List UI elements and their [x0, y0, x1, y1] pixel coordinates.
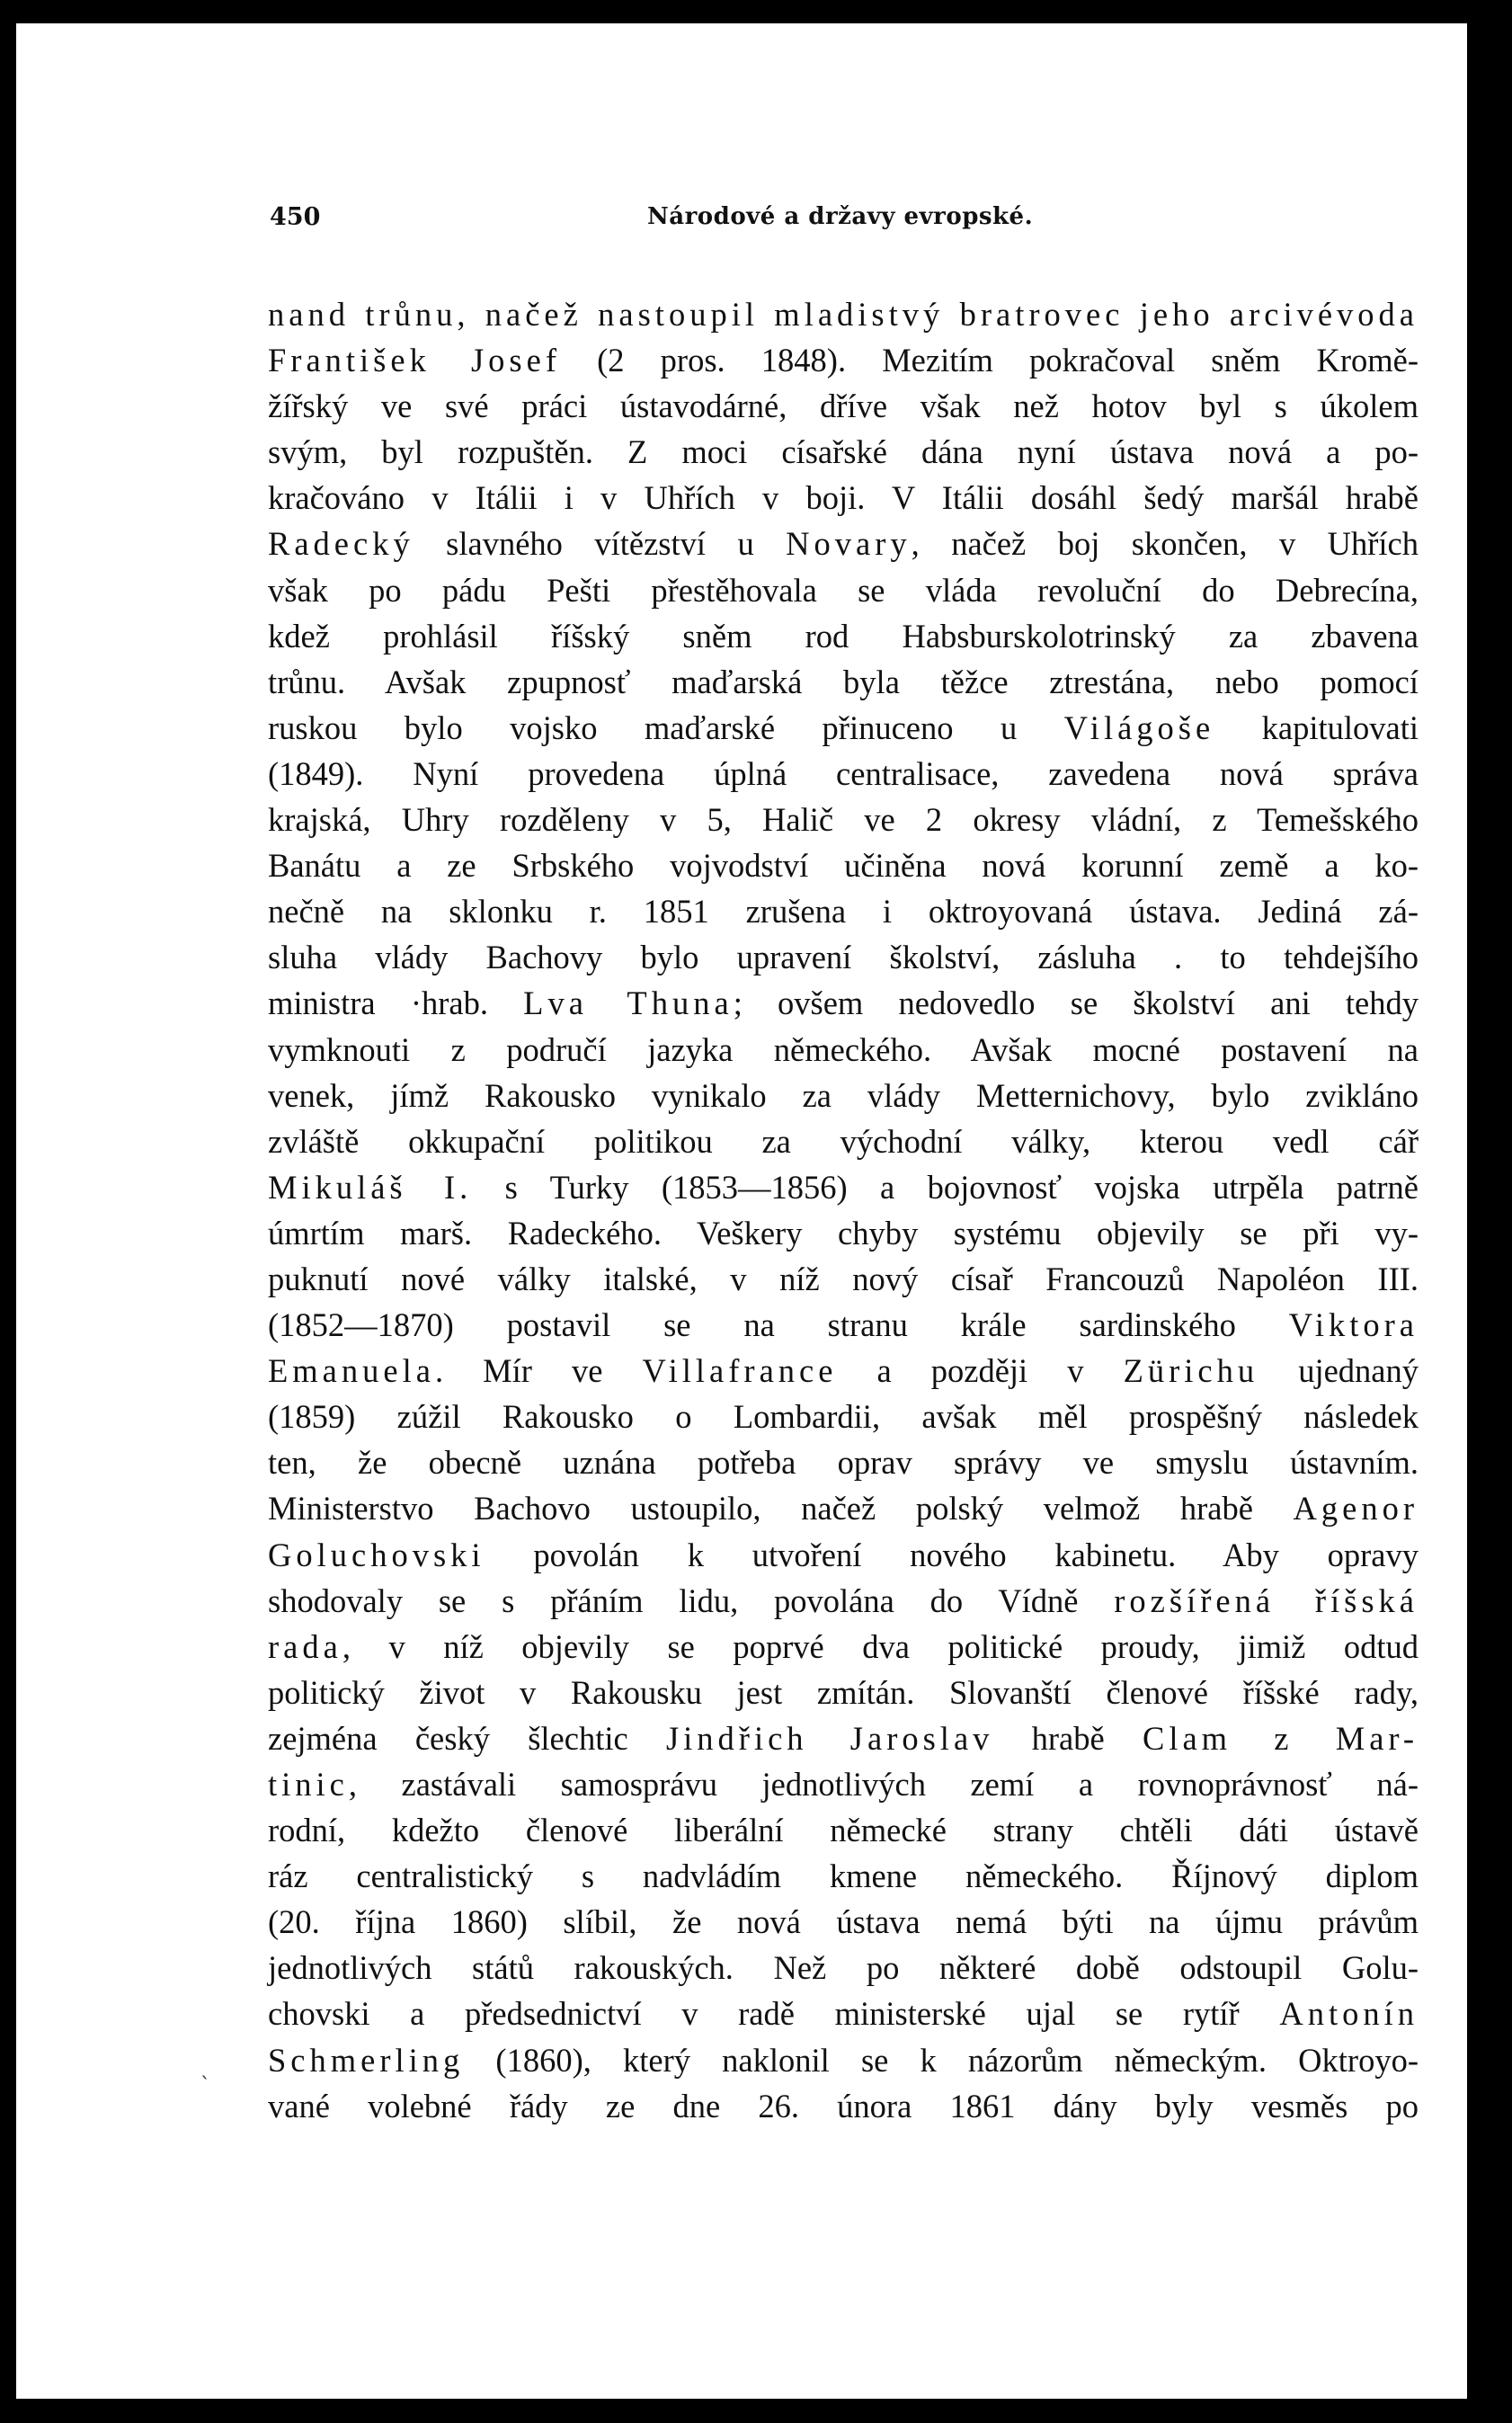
- text-line: [268, 1624, 1419, 1670]
- text-segment: Banátu a ze Srbského vojvodství učiněna nová korunní země a ko-: [268, 847, 1419, 885]
- text-segment: (2 pros. 1848). Mezitím pokračoval sněm Kromě-: [561, 342, 1419, 379]
- spaced-name: Mikuláš I.: [268, 1168, 473, 1206]
- spaced-name: Antonín: [1279, 1995, 1419, 2033]
- text-segment: s Turky (1853—1856) a bojovnosť vojska utrpěla patrně: [472, 1168, 1419, 1206]
- text-line: [268, 1256, 1419, 1302]
- text-line: [268, 1394, 1419, 1439]
- text-segment: zvláště okkupační politikou za východní války, kterou vedl cář: [268, 1122, 1419, 1160]
- body-text: [268, 291, 1419, 2129]
- text-segment: povolán k utvoření nového kabinetu. Aby opravy: [485, 1536, 1419, 1573]
- text-segment: politický život v Rakousku jest zmítán. Slovanští členové říšské rady,: [268, 1673, 1419, 1711]
- text-segment: kračováno v Itálii i v Uhřích v boji. V Itálii dosáhl šedý maršál hrabě: [268, 479, 1419, 517]
- text-segment: však po pádu Pešti přestěhovala se vláda revoluční do Debrecína,: [268, 571, 1419, 609]
- spaced-name: František Josef: [268, 342, 561, 379]
- text-line: [268, 659, 1419, 705]
- text-segment: , zastávali samosprávu jednotlivých zemí a rovnoprávnosť ná-: [348, 1766, 1419, 1803]
- spaced-name: Radecký: [268, 525, 414, 563]
- text-line: [268, 934, 1419, 980]
- text-segment: , v níž objevily se poprvé dva politické proudy, jimiž odtud: [342, 1627, 1419, 1665]
- spaced-name: tinic: [268, 1766, 349, 1803]
- text-segment: žířský ve své práci ústavodárné, dříve však než hotov byl s úkolem: [268, 388, 1419, 425]
- spaced-name: Schmerling: [268, 2041, 465, 2079]
- text-segment: zejména český šlechtic: [268, 1719, 666, 1757]
- text-segment: slavného vítězství u: [414, 525, 787, 563]
- spaced-name: Lva Thuna: [523, 984, 734, 1022]
- text-line: [268, 1164, 1419, 1210]
- spaced-name: Novary: [786, 525, 912, 563]
- text-segment: shodovaly se s přáním lidu, povolána do Vídně: [268, 1581, 1115, 1619]
- text-line: [268, 1761, 1419, 1807]
- spaced-name: rada: [268, 1627, 342, 1665]
- text-line: [268, 1807, 1419, 1853]
- text-segment: krajská, Uhry rozděleny v 5, Halič ve 2 okresy vládní, z Temešského: [268, 801, 1419, 839]
- text-line: [268, 1073, 1419, 1118]
- text-line: [268, 2037, 1419, 2083]
- spaced-name: nand trůnu, načež nastoupil mladistvý bratrovec jeho arcivévoda: [268, 296, 1419, 333]
- text-line: [268, 383, 1419, 429]
- text-line: [268, 1853, 1419, 1899]
- text-segment: kapitulovati: [1214, 708, 1419, 746]
- text-line: [268, 1027, 1419, 1073]
- text-line: [268, 337, 1419, 383]
- text-segment: venek, jímž Rakousko vynikalo za vlády Metternichovy, bylo zvikláno: [268, 1076, 1419, 1114]
- text-line: [268, 751, 1419, 797]
- text-segment: hrabě: [993, 1719, 1143, 1757]
- text-segment: Ministerstvo Bachovo ustoupilo, načež polský velmož hrabě: [268, 1490, 1294, 1528]
- text-line: [268, 2083, 1419, 2129]
- text-segment: (20. října 1860) slíbil, že nová ústava nemá býti na újmu právům: [268, 1903, 1419, 1941]
- text-segment: (1852—1870) postavil se na stranu krále sardinského: [268, 1306, 1289, 1344]
- text-line: [268, 1670, 1419, 1715]
- spaced-name: Agenor: [1293, 1490, 1419, 1528]
- page-number: 450: [270, 203, 321, 231]
- spaced-name: Világoše: [1063, 708, 1215, 746]
- text-segment: ujednaný: [1259, 1352, 1419, 1390]
- text-line: [268, 429, 1419, 475]
- text-line: [268, 475, 1419, 521]
- text-line: [268, 1485, 1419, 1531]
- text-segment: svým, byl rozpuštěn. Z moci císařské dána nyní ústava nová a po-: [268, 433, 1419, 471]
- text-line: [268, 1348, 1419, 1394]
- spaced-name: Emanuela: [268, 1352, 435, 1390]
- page-header: [270, 203, 1420, 246]
- text-segment: chovski a předsednictví v radě ministerské ujal se rytíř: [268, 1995, 1280, 2033]
- book-page: [16, 23, 1467, 2399]
- spaced-name: Goluchovski: [268, 1536, 485, 1573]
- text-segment: a později v: [837, 1352, 1124, 1390]
- text-segment: ; ovšem nedovedlo se školství ani tehdy: [733, 984, 1419, 1022]
- text-line: [268, 1991, 1419, 2036]
- text-segment: , načež boj skončen, v Uhřích: [911, 525, 1419, 563]
- text-segment: úmrtím marš. Radeckého. Veškery chyby systému objevily se při vy-: [268, 1214, 1419, 1252]
- spaced-name: Jindřich Jaroslav: [665, 1719, 994, 1757]
- spaced-name: Zürichu: [1123, 1352, 1259, 1390]
- text-segment: ministra ·hrab.: [268, 984, 524, 1022]
- text-segment: sluha vlády Bachovy bylo upravení školství, zásluha . to tehdejšího: [268, 939, 1419, 976]
- text-line: [268, 521, 1419, 566]
- text-line: [268, 842, 1419, 888]
- text-segment: kdež prohlásil říšský sněm rod Habsburskolotrinský za zbavena: [268, 617, 1419, 655]
- running-head: Národové a državy evropské.: [647, 203, 1034, 230]
- text-line: [268, 1210, 1419, 1256]
- text-segment: rodní, kdežto členové liberální německé strany chtěli dáti ústavě: [268, 1812, 1419, 1849]
- text-segment: (1849). Nyní provedena úplná centralisace, zavedena nová správa: [268, 754, 1419, 792]
- text-line: [268, 1899, 1419, 1945]
- text-line: [268, 888, 1419, 934]
- text-line: [268, 1439, 1419, 1485]
- text-line: [268, 1578, 1419, 1624]
- text-segment: jednotlivých států rakouských. Než po některé době odstoupil Golu-: [268, 1949, 1419, 1987]
- text-line: [268, 705, 1419, 751]
- text-line: [268, 567, 1419, 613]
- text-segment: vymknouti z područí jazyka německého. Avšak mocné postavení na: [268, 1030, 1419, 1068]
- text-segment: puknutí nové války italské, v níž nový císař Francouzů Napoléon III.: [268, 1260, 1419, 1297]
- text-line: [268, 797, 1419, 842]
- spaced-name: Viktora: [1288, 1306, 1419, 1344]
- text-line: [268, 1118, 1419, 1164]
- text-segment: ruskou bylo vojsko maďarské přinuceno u: [268, 708, 1064, 746]
- text-segment: vané volebné řády ze dne 26. února 1861 dány byly vesměs po: [268, 2087, 1419, 2125]
- text-segment: (1860), který naklonil se k názorům německým. Oktroyo-: [464, 2041, 1419, 2079]
- text-segment: trůnu. Avšak zpupnosť maďarská byla těžce ztrestána, nebo pomocí: [268, 663, 1419, 700]
- text-segment: . Mír ve: [434, 1352, 643, 1390]
- text-line: [268, 980, 1419, 1026]
- margin-mark: ˎ: [200, 2057, 210, 2080]
- text-line: [268, 291, 1419, 337]
- spaced-name: Clam z Mar-: [1142, 1719, 1419, 1757]
- text-line: [268, 1302, 1419, 1348]
- spaced-name: Villafrance: [642, 1352, 838, 1390]
- text-line: [268, 1532, 1419, 1578]
- text-line: [268, 613, 1419, 659]
- text-segment: ten, že obecně uznána potřeba oprav správy ve smyslu ústavním.: [268, 1444, 1419, 1482]
- text-line: [268, 1715, 1419, 1761]
- text-line: [268, 1945, 1419, 1991]
- spaced-name: rozšířená říšská: [1114, 1581, 1419, 1619]
- text-segment: nečně na sklonku r. 1851 zrušena i oktroyovaná ústava. Jediná zá-: [268, 893, 1419, 931]
- text-segment: (1859) zúžil Rakousko o Lombardii, avšak měl prospěšný následek: [268, 1398, 1419, 1436]
- text-segment: ráz centralistický s nadvládím kmene německého. Říjnový diplom: [268, 1857, 1419, 1895]
